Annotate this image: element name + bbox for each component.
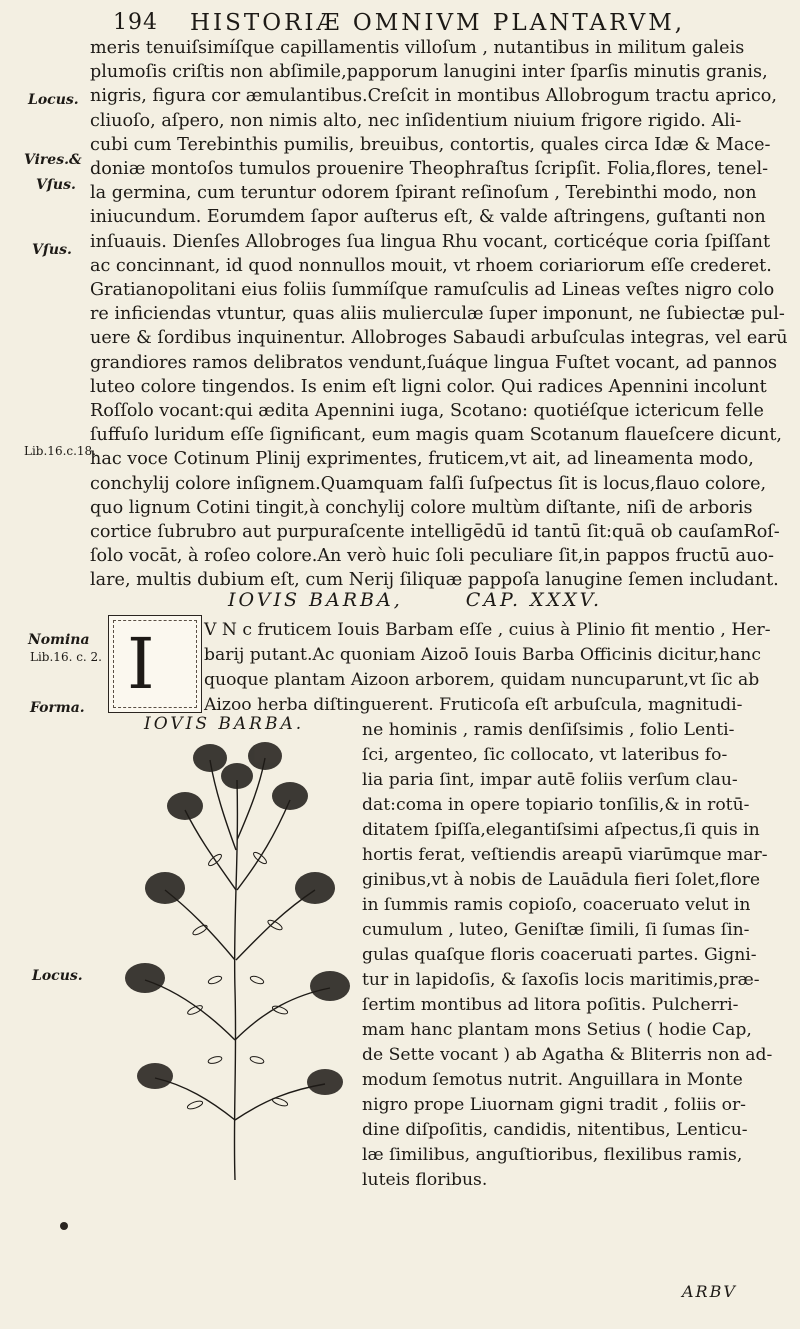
text-line: gulas quaſque floris coaceruati partes. Gigni- (362, 945, 757, 965)
text-line: nigris, figura cor æmulantibus.Creſcit in montibus Allobrogum tractu aprico, (90, 86, 777, 107)
plant-woodcut-illustration (115, 740, 355, 1180)
text-line: dat:coma in opere topiario tonſilis,& in rotū- (362, 795, 750, 815)
text-line: cumulum , luteo, Geniſtæ ſimili, ſi ſumas ſin- (362, 920, 750, 940)
text-line: ginibus,vt à nobis de Lauādula fieri ſolet,flore (362, 870, 761, 890)
text-line: plumoſis criſtis non abſimile,papporum lanugini inter ſparſis minutis granis, (90, 62, 768, 83)
margin-note-forma: Forma. (30, 700, 85, 716)
text-line: la germina, cum teruntur odorem ſpirant reſinoſum , Terebinthi modo, non (90, 183, 757, 204)
text-line: Aizoo herba diſtinguerent. Fruticoſa eſt arbuſcula, magnitudi- (204, 695, 743, 715)
margin-note-vsus: Vſus. (32, 242, 72, 258)
text-line: Roſſolo vocant:qui ædita Apennini iuga, Scotano: quotiéſque ictericum felle (90, 401, 764, 421)
text-line: dine diſpoſitis, candidis, nitentibus, Lenticu- (362, 1120, 748, 1140)
text-line: iniucundum. Eorumdem ſapor auſterus eſt, & valde aſtringens, guſtanti non (90, 207, 766, 228)
initial-letter: I (127, 623, 155, 705)
text-line: ſuffuſo luridum eſſe ſignificant, eum magis quam Scotanum flaueſcere dicunt, (90, 425, 782, 446)
text-line: læ ſimilibus, anguſtioribus, flexilibus ramis, (362, 1145, 743, 1165)
margin-note-vires: Vires.& (24, 152, 82, 168)
margin-note-vsus: Vſus. (36, 177, 76, 193)
text-line: barij putant.Ac quoniam Aizoō Iouis Barba Officinis dicitur,hanc (204, 645, 762, 665)
text-line: Gratianopolitani eius foliis ſummíſque ramuſculis ad Lineas veſtes nigro colo (90, 280, 775, 300)
text-line: uere & ſordibus inquinentur. Allobroges Sabaudi arbuſculas integras, vel earū (90, 328, 788, 349)
page-header (0, 8, 800, 38)
text-line: V N c fruticem Iouis Barbam eſſe , cuius à Plinio fit mentio , Her- (204, 620, 771, 640)
page-number: 194 (113, 10, 158, 35)
text-line: ditatem ſpiſſa,elegantiſsimi aſpectus,ſi quis in (362, 820, 760, 840)
text-line: ne hominis , ramis denſiſsimis , folio Lenti- (362, 720, 735, 740)
text-line: luteis floribus. (362, 1170, 488, 1190)
text-line: lare, multis dubium eſt, cum Nerij ſiliquæ pappoſa lanugine ſemen includant. (90, 570, 779, 591)
text-line: luteo colore tingendos. Is enim eſt ligni color. Qui radices Apennini incolunt (90, 376, 767, 397)
text-line: re inficiendas vtuntur, quas aliis mulierculæ ſuper imponunt, ne ſubiectæ pul- (90, 304, 785, 325)
chapter-number: CAP. XXXV. (465, 589, 603, 611)
chapter-heading (228, 589, 602, 611)
text-line: tur in lapidoſis, & ſaxoſis locis maritimis,præ- (362, 970, 760, 990)
running-head: HISTORIÆ OMNIVM PLANTARVM, (190, 10, 686, 36)
text-line: lia paria ſint, impar autē foliis verſum clau- (362, 770, 738, 790)
text-line: doniæ montoſos tumulos prouenire Theophraſtus ſcripſit. Folia,flores, tenel- (90, 159, 769, 179)
margin-note-locus: Locus. (32, 968, 83, 984)
text-line: hac voce Cotinum Plinij exprimentes, fruticem,vt ait, ad lineamenta modo, (90, 449, 754, 470)
text-line: inſuauis. Dienſes Allobroges ſua lingua Rhu vocant, corticéque coria ſpiſſant (90, 231, 771, 252)
text-line: quoque plantam Aizoon arborem, quidam nuncuparunt,vt ſic ab (204, 670, 760, 690)
margin-note-nomina: Nomina (28, 632, 90, 648)
text-line: cubi cum Terebinthis pumilis, breuibus, contortis, quales circa Idæ & Mace- (90, 134, 771, 155)
text-line: nigro prope Liuornam gigni tradit , foliis or- (362, 1095, 746, 1115)
text-line: cortice ſubrubro aut purpuraſcente intelligēdū id tantū ſit:quā ob cauſamRoſ- (90, 522, 780, 542)
text-line: modum ſemotus nutrit. Anguillara in Monte (362, 1070, 743, 1090)
margin-note-ref: Lib.16. c. 2. (30, 650, 102, 664)
text-line: in ſummis ramis copioſo, coaceruato velut in (362, 895, 751, 915)
bullet-mark (60, 1222, 68, 1230)
figure-caption: IOVIS BARBA. (144, 714, 305, 734)
text-line: cliuoſo, aſpero, non nimis alto, nec inſidentium niuium frigore rigido. Ali- (90, 110, 742, 131)
text-line: grandiores ramos delibratos vendunt,ſuáque lingua Fuſtet vocant, ad pannos (90, 352, 778, 373)
text-line: quo lignum Cotini tingit,à conchylij colore multùm diſtante, niſi de arboris (90, 497, 753, 518)
text-line: ſertim montibus ad litora poſitis. Pulcherri- (362, 995, 739, 1015)
margin-note-locus: Locus. (28, 92, 79, 108)
text-line: hortis ferat, veſtiendis areарū viarūmque mar- (362, 845, 768, 865)
text-line: ſci, argenteo, ſic collocato, vt lateribus fo- (362, 745, 728, 765)
text-line: de Sette vocant ) ab Agatha & Bliterris non ad- (362, 1045, 773, 1065)
text-line: ac concinnant, id quod nonnullos mouit, vt rhoem coriariorum eſſe crederet. (90, 255, 772, 276)
margin-note-ref: Lib.16.c.18. (24, 444, 97, 458)
text-line: meris tenuiſsimíſque capillamentis villoſum , nutantibus in militum galeis (90, 38, 745, 58)
initial-ornament (113, 620, 197, 708)
text-line: ſolo vocāt, à roſeo colore.An verò huic ſoli peculiare ſit,in pappos fructū auo- (90, 546, 774, 567)
text-line: conchylij colore inſignem.Quamquam falſi ſuſpectus ſit is locus,flauo colore, (90, 473, 767, 494)
text-line: mam hanc plantam mons Setius ( hodie Cap, (362, 1020, 752, 1040)
chapter-title: IOVIS BARBA, (228, 589, 403, 611)
decorated-initial (108, 615, 202, 713)
catchword: ARBV (682, 1282, 737, 1301)
